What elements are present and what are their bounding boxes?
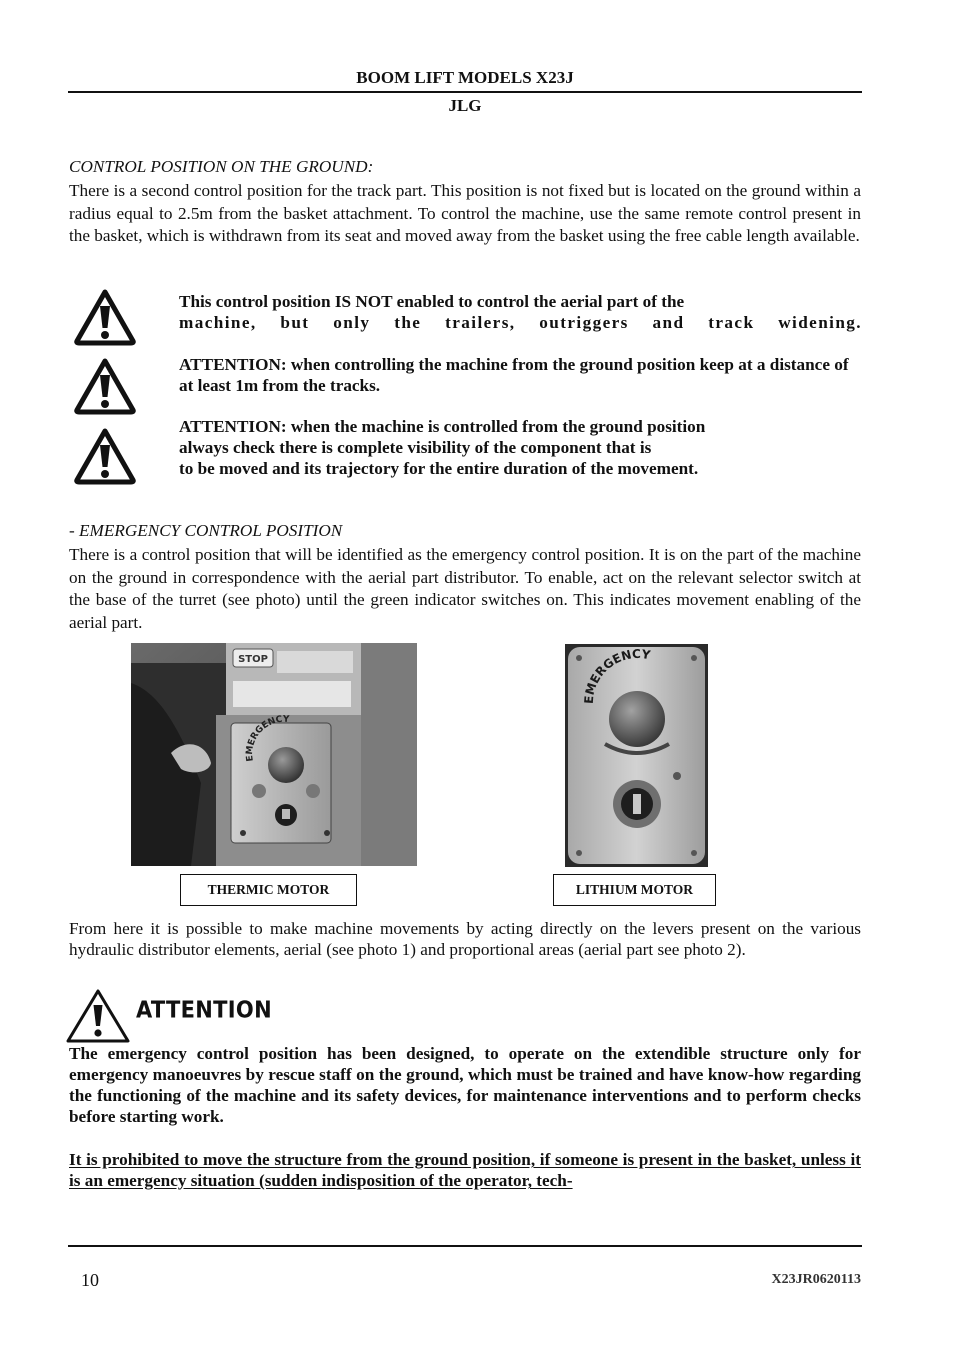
attention-body: The emergency control position has been designed, to operate on the extendible structure only for emergency manoeuvres by rescue staff on the ground, which must be trained and have know-how regarding the functioning of the machine and its safety devices, for maintenance interventions and to perform checks before starting work. <box>69 1044 861 1126</box>
page-number: 10 <box>81 1270 99 1290</box>
photo1-stop-sticker: STOP <box>238 654 268 665</box>
warning-3-line1: ATTENTION: when the machine is controlled from the ground position <box>179 417 706 436</box>
attention-warning-icon <box>66 989 130 1043</box>
warning-3-line2: always check there is complete visibility of the component that is <box>179 438 652 457</box>
caption-thermic-motor: THERMIC MOTOR <box>180 874 357 906</box>
warning-1-line1: This control position IS NOT enabled to control the aerial part of the <box>179 292 685 311</box>
header-brand: JLG <box>448 96 482 115</box>
photo2-emergency-arc-label: EMERGENCY <box>581 646 652 705</box>
warning-triangle-icon <box>73 427 137 485</box>
document-code: X23JR0620113 <box>771 1272 861 1287</box>
warning-1-line2: machine, but only the trailers, outriggers and track widening. <box>179 313 862 332</box>
warning-triangle-icon <box>73 357 137 415</box>
section-emergency-body: There is a control position that will be identified as the emergency control position. It is on the part of the machine on the ground in correspondence with the aerial part distributor. To enable, act on the relevant selector switch at the base of the turret (see photo) until the green indicator switches on. This indicates movement enabling of the aerial part. <box>69 545 861 632</box>
warning-3-line3: to be moved and its trajectory for the entire duration of the movement. <box>179 459 699 478</box>
section-emergency-title: - EMERGENCY CONTROL POSITION <box>69 521 343 540</box>
photo-lithium-motor-panel <box>565 644 708 867</box>
attention-title: ATTENTION <box>136 997 272 1023</box>
caption-lithium-motor: LITHIUM MOTOR <box>553 874 716 906</box>
warning-text-distance: ATTENTION: when controlling the machine from the ground position keep at a distance of at least 1m from the tracks. <box>179 355 849 395</box>
footer-rule <box>68 1245 862 1247</box>
photo1-emergency-arc-label: EMERGENCY <box>244 714 290 762</box>
warning-text-not-enabled <box>179 291 862 333</box>
photo-thermic-motor-panel <box>131 643 417 866</box>
header-title: BOOM LIFT MODELS X23J <box>356 68 574 87</box>
warning-text-visibility <box>179 416 862 479</box>
section-ground-title: CONTROL POSITION ON THE GROUND: <box>69 157 374 176</box>
attention-prohibition: It is prohibited to move the structure from the ground position, if someone is present in the basket, unless it is an emergency situation (sudden indisposition of the operator, tech- <box>69 1150 861 1190</box>
header-rule <box>68 91 862 93</box>
warning-triangle-icon <box>73 288 137 346</box>
section-movements-body: From here it is possible to make machine movements by acting directly on the levers present on the various hydraulic distributor elements, aerial (see photo 1) and proportional areas (aerial part see photo 2). <box>69 919 861 959</box>
section-ground-body: There is a second control position for the track part. This position is not fixed but is located on the ground within a radius equal to 2.5m from the basket attachment. To control the machine, use the same remote control present in the basket, which is withdrawn from its seat and moved away from the basket using the free cable length available. <box>69 181 861 245</box>
